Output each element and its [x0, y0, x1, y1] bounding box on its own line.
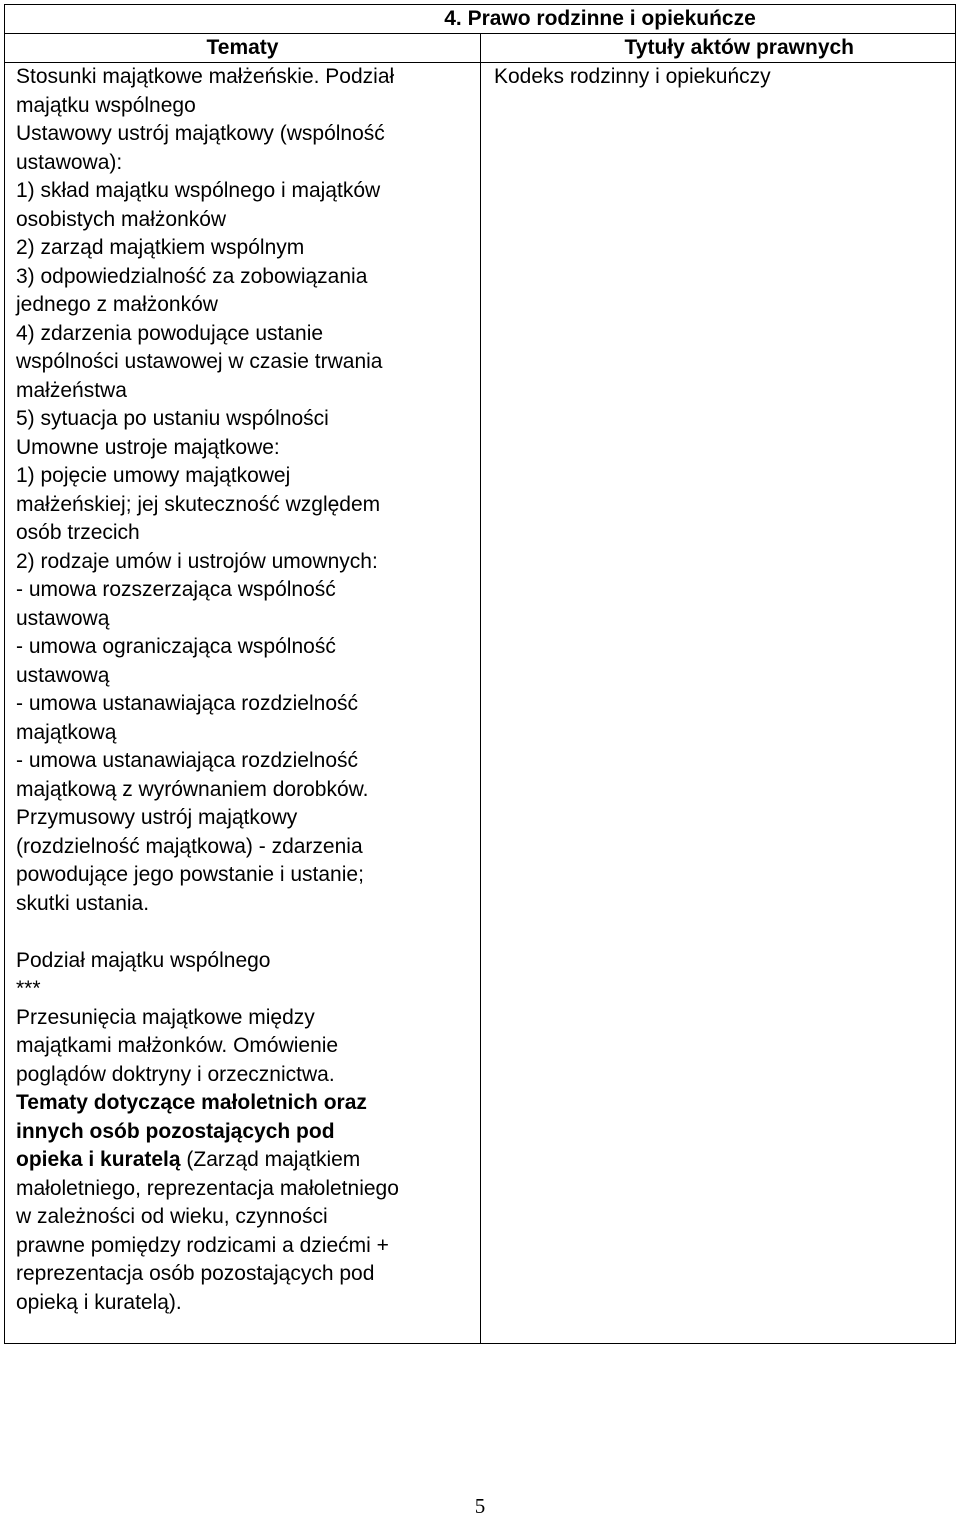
topic-line: 3) odpowiedzialność za zobowiązania: [16, 264, 368, 288]
topic-line: 4) zdarzenia powodujące ustanie: [16, 321, 324, 345]
topic-line: powodujące jego powstanie i ustanie;: [16, 863, 364, 886]
topic-line: Przymusowy ustrój majątkowy: [16, 806, 298, 829]
topic-line: ustawowa):: [16, 150, 123, 174]
topics-block-2: [16, 947, 478, 1090]
minors-topic-heading: opieka i kuratelą: [16, 1148, 181, 1171]
topics-block-1: [16, 63, 478, 918]
page-number: 5: [474, 1494, 486, 1518]
topic-line: Ustawowy ustrój majątkowy (wspólność: [16, 122, 385, 145]
topic-line: jednego z małżonków: [16, 293, 218, 316]
section-title: 4. Prawo rodzinne i opiekuńcze: [5, 5, 956, 34]
topic-line: opieką i kuratelą).: [16, 1290, 182, 1314]
topic-line: reprezentacja osób pozostających pod: [16, 1262, 375, 1285]
topic-line: Umowne ustroje majątkowe:: [16, 435, 280, 459]
topic-line: majątkami małżonków. Omówienie: [16, 1034, 339, 1057]
topic-line: skutki ustania.: [16, 891, 150, 915]
topic-line: prawne pomiędzy rodzicami a dziećmi +: [16, 1233, 389, 1257]
topic-line: 1) skład majątku wspólnego i majątków: [16, 179, 381, 202]
topic-line: poglądów doktryny i orzecznictwa.: [16, 1062, 335, 1086]
section-title-row: [5, 5, 956, 34]
topic-line: 2) rodzaje umów i ustrojów umownych:: [16, 549, 378, 573]
topic-line: - umowa rozszerzająca wspólność: [16, 578, 336, 601]
topics-block-3: [16, 1089, 478, 1317]
topic-line: 2) zarząd majątkiem wspólnym: [16, 236, 305, 259]
topic-line: osób trzecich: [16, 521, 140, 544]
topic-line: małoletniego, reprezentacja małoletniego: [16, 1176, 399, 1200]
topic-line: Przesunięcia majątkowe między: [16, 1005, 315, 1029]
header-row: [5, 34, 956, 63]
topic-line-rest: (Zarząd majątkiem: [180, 1148, 361, 1171]
topics-cell: [5, 63, 481, 1344]
topic-line: 1) pojęcie umowy majątkowej: [16, 464, 291, 487]
topic-line: w zależności od wieku, czynności: [16, 1205, 328, 1228]
minors-topic-heading: Tematy dotyczące małoletnich oraz: [16, 1091, 367, 1114]
topics-header: Tematy: [5, 34, 481, 63]
topic-line: małżeństwa: [16, 378, 127, 402]
minors-topic-heading: innych osób pozostających pod: [16, 1119, 335, 1143]
topic-line: ustawową: [16, 606, 110, 630]
topic-line: majątkową: [16, 720, 117, 744]
topic-line: ustawową: [16, 663, 110, 687]
topic-line: (rozdzielność majątkowa) - zdarzenia: [16, 834, 363, 858]
blank-line: [16, 918, 478, 947]
topic-line: małżeńskiej; jej skuteczność względem: [16, 492, 381, 516]
topic-line: - umowa ustanawiająca rozdzielność: [16, 692, 358, 715]
content-row: [5, 63, 956, 1344]
act-title: Kodeks rodzinny i opiekuńczy: [494, 65, 771, 88]
topic-line: - umowa ograniczająca wspólność: [16, 635, 336, 658]
topic-line: 5) sytuacja po ustaniu wspólności: [16, 407, 329, 430]
topic-line: wspólności ustawowej w czasie trwania: [16, 350, 383, 373]
curriculum-table: [4, 4, 956, 1344]
topic-line: [16, 1146, 478, 1175]
topic-line: Podział majątku wspólnego: [16, 948, 271, 972]
topic-line: majątku wspólnego: [16, 93, 196, 117]
topic-line: Stosunki majątkowe małżeńskie. Podział: [16, 65, 395, 88]
topic-line: - umowa ustanawiająca rozdzielność: [16, 749, 358, 772]
acts-header: Tytuły aktów prawnych: [481, 34, 956, 63]
separator-stars: ***: [16, 977, 41, 1000]
topic-line: osobistych małżonków: [16, 207, 227, 231]
acts-cell: [481, 63, 956, 1344]
topic-line: majątkową z wyrównaniem dorobków.: [16, 777, 369, 801]
